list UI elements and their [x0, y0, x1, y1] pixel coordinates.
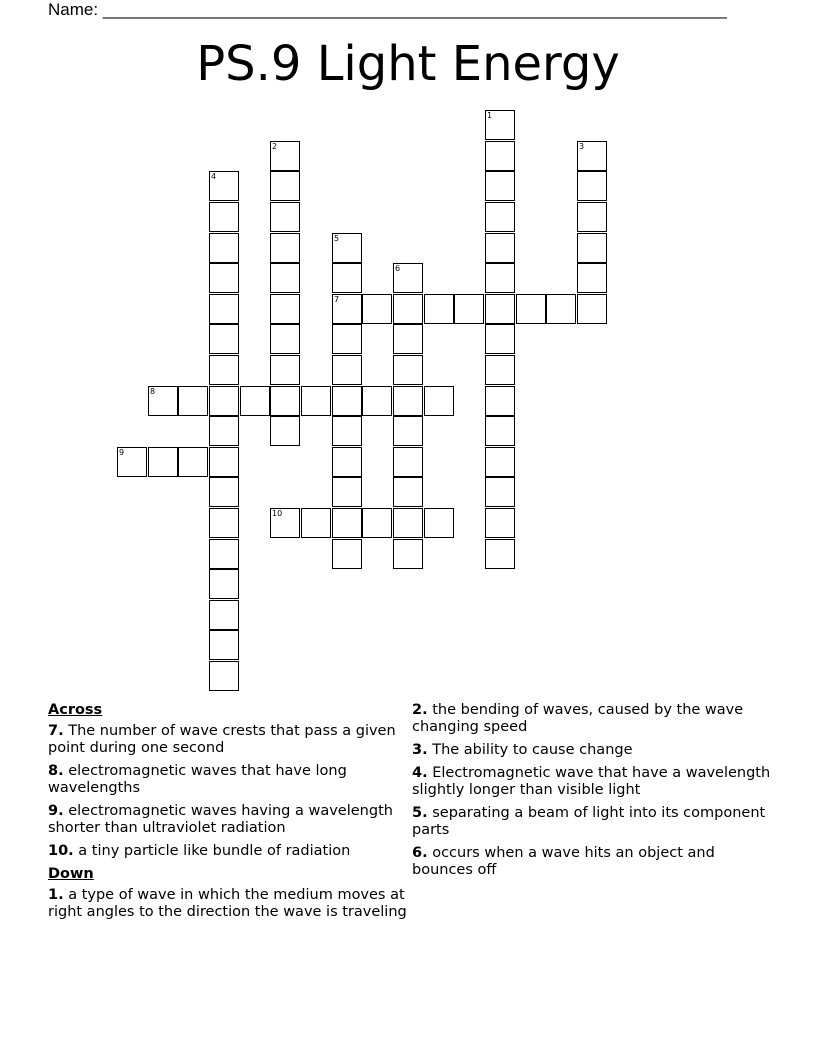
grid-cell[interactable] [577, 233, 607, 263]
grid-cell[interactable] [270, 355, 300, 385]
grid-cell[interactable] [485, 477, 515, 507]
clue-number: 4. [412, 765, 428, 781]
grid-cell[interactable] [209, 355, 239, 385]
clue-number-5: 5 [334, 234, 340, 243]
clue-number-10: 10 [272, 509, 283, 518]
grid-cell[interactable] [362, 386, 392, 416]
grid-cell[interactable] [178, 447, 208, 477]
grid-cell[interactable] [332, 324, 362, 354]
grid-cell[interactable] [485, 416, 515, 446]
grid-cell[interactable] [485, 386, 515, 416]
grid-cell[interactable] [393, 355, 423, 385]
page-title: PS.9 Light Energy [196, 36, 620, 92]
down-clue-list-continued [412, 702, 772, 879]
grid-cell[interactable] [485, 171, 515, 201]
grid-cell[interactable] [393, 447, 423, 477]
grid-cell[interactable] [485, 508, 515, 538]
grid-cell[interactable] [485, 355, 515, 385]
grid-cell[interactable] [270, 386, 300, 416]
grid-cell[interactable] [332, 539, 362, 569]
clue-number: 8. [48, 763, 64, 779]
clue-text: electromagnetic waves that have long wavelengths [48, 763, 347, 796]
grid-cell[interactable] [485, 202, 515, 232]
grid-cell[interactable] [332, 508, 362, 538]
grid-cell[interactable] [424, 294, 454, 324]
grid-cell[interactable] [240, 386, 270, 416]
clue-text: The ability to cause change [427, 742, 633, 758]
name-label: Name: [48, 0, 103, 19]
clue-item [48, 803, 408, 837]
clue-number: 3. [412, 742, 428, 758]
grid-cell[interactable] [332, 355, 362, 385]
grid-cell[interactable] [270, 171, 300, 201]
grid-cell[interactable] [209, 569, 239, 599]
grid-cell[interactable] [270, 324, 300, 354]
grid-cell[interactable] [332, 447, 362, 477]
clue-item [412, 845, 772, 879]
grid-cell[interactable] [332, 416, 362, 446]
grid-cell[interactable] [209, 661, 239, 691]
clue-number: 5. [412, 805, 428, 821]
grid-cell[interactable] [393, 294, 423, 324]
grid-cell[interactable] [485, 233, 515, 263]
clue-number-9: 9 [119, 448, 125, 457]
clue-number: 7. [48, 723, 64, 739]
clues-left-column [48, 702, 408, 927]
grid-cell[interactable] [393, 324, 423, 354]
across-clue-list [48, 723, 408, 860]
grid-cell[interactable] [209, 600, 239, 630]
clue-item [412, 805, 772, 839]
clue-number: 10. [48, 843, 74, 859]
clue-number-8: 8 [150, 387, 156, 396]
grid-cell[interactable] [393, 416, 423, 446]
grid-cell[interactable] [485, 447, 515, 477]
grid-cell[interactable] [516, 294, 546, 324]
clue-number-7: 7 [334, 295, 340, 304]
clue-number-3: 3 [579, 142, 585, 151]
clue-text: occurs when a wave hits an object and bounces off [412, 845, 715, 878]
clue-text: separating a beam of light into its component parts [412, 805, 766, 838]
clue-item [48, 763, 408, 797]
grid-cell[interactable] [393, 508, 423, 538]
grid-cell[interactable] [577, 263, 607, 293]
grid-cell[interactable] [301, 508, 331, 538]
grid-cell[interactable] [393, 386, 423, 416]
grid-cell[interactable] [270, 416, 300, 446]
grid-cell[interactable] [209, 630, 239, 660]
grid-cell[interactable] [577, 294, 607, 324]
grid-cell[interactable] [209, 263, 239, 293]
clue-number: 2. [412, 702, 428, 718]
grid-cell[interactable] [270, 233, 300, 263]
grid-cell[interactable] [209, 477, 239, 507]
clue-text: electromagnetic waves having a wavelength shorter than ultraviolet radiation [48, 803, 393, 836]
clue-text: the bending of waves, caused by the wave changing speed [412, 702, 744, 735]
grid-cell[interactable] [546, 294, 576, 324]
clue-item [48, 723, 408, 757]
clue-number: 1. [48, 887, 64, 903]
grid-cell[interactable] [148, 447, 178, 477]
clue-number: 9. [48, 803, 64, 819]
grid-cell[interactable] [485, 539, 515, 569]
down-heading: Down [48, 866, 94, 882]
grid-cell[interactable] [485, 324, 515, 354]
grid-cell[interactable] [178, 386, 208, 416]
grid-cell[interactable] [362, 508, 392, 538]
grid-cell[interactable] [209, 233, 239, 263]
grid-cell[interactable] [209, 508, 239, 538]
grid-cell[interactable] [270, 202, 300, 232]
down-clue-list [48, 887, 408, 921]
grid-cell[interactable] [209, 386, 239, 416]
grid-cell[interactable] [393, 477, 423, 507]
grid-cell[interactable] [424, 508, 454, 538]
grid-cell[interactable] [424, 386, 454, 416]
clue-number-2: 2 [272, 142, 278, 151]
clue-number: 6. [412, 845, 428, 861]
grid-cell[interactable] [332, 386, 362, 416]
name-blank[interactable]: __________________________________________________________________ [102, 0, 727, 19]
grid-cell[interactable] [577, 171, 607, 201]
clue-item [48, 843, 408, 860]
grid-cell[interactable] [454, 294, 484, 324]
clue-number-1: 1 [487, 111, 493, 120]
grid-cell[interactable] [209, 202, 239, 232]
grid-cell[interactable] [577, 202, 607, 232]
grid-cell[interactable] [209, 539, 239, 569]
grid-cell[interactable] [332, 263, 362, 293]
grid-cell[interactable] [209, 447, 239, 477]
grid-cell[interactable] [209, 324, 239, 354]
grid-cell[interactable] [393, 539, 423, 569]
grid-cell[interactable] [485, 263, 515, 293]
across-heading: Across [48, 702, 103, 718]
clue-text: a type of wave in which the medium moves at right angles to the direction the wave is traveling [48, 887, 407, 920]
grid-cell[interactable] [485, 141, 515, 171]
clue-text: The number of wave crests that pass a given point during one second [48, 723, 396, 756]
clue-text: a tiny particle like bundle of radiation [73, 843, 351, 859]
grid-cell[interactable] [301, 386, 331, 416]
grid-cell[interactable] [332, 477, 362, 507]
clue-item [412, 702, 772, 736]
grid-cell[interactable] [209, 416, 239, 446]
clue-number-4: 4 [211, 172, 217, 181]
clue-item [412, 765, 772, 799]
grid-cell[interactable] [209, 294, 239, 324]
clue-text: Electromagnetic wave that have a wavelength slightly longer than visible light [412, 765, 771, 798]
grid-cell[interactable] [485, 294, 515, 324]
grid-cell[interactable] [270, 263, 300, 293]
clue-item [412, 742, 772, 759]
clues-right-column [412, 702, 772, 885]
clue-item [48, 887, 408, 921]
clue-number-6: 6 [395, 264, 401, 273]
grid-cell[interactable] [362, 294, 392, 324]
grid-cell[interactable] [270, 294, 300, 324]
